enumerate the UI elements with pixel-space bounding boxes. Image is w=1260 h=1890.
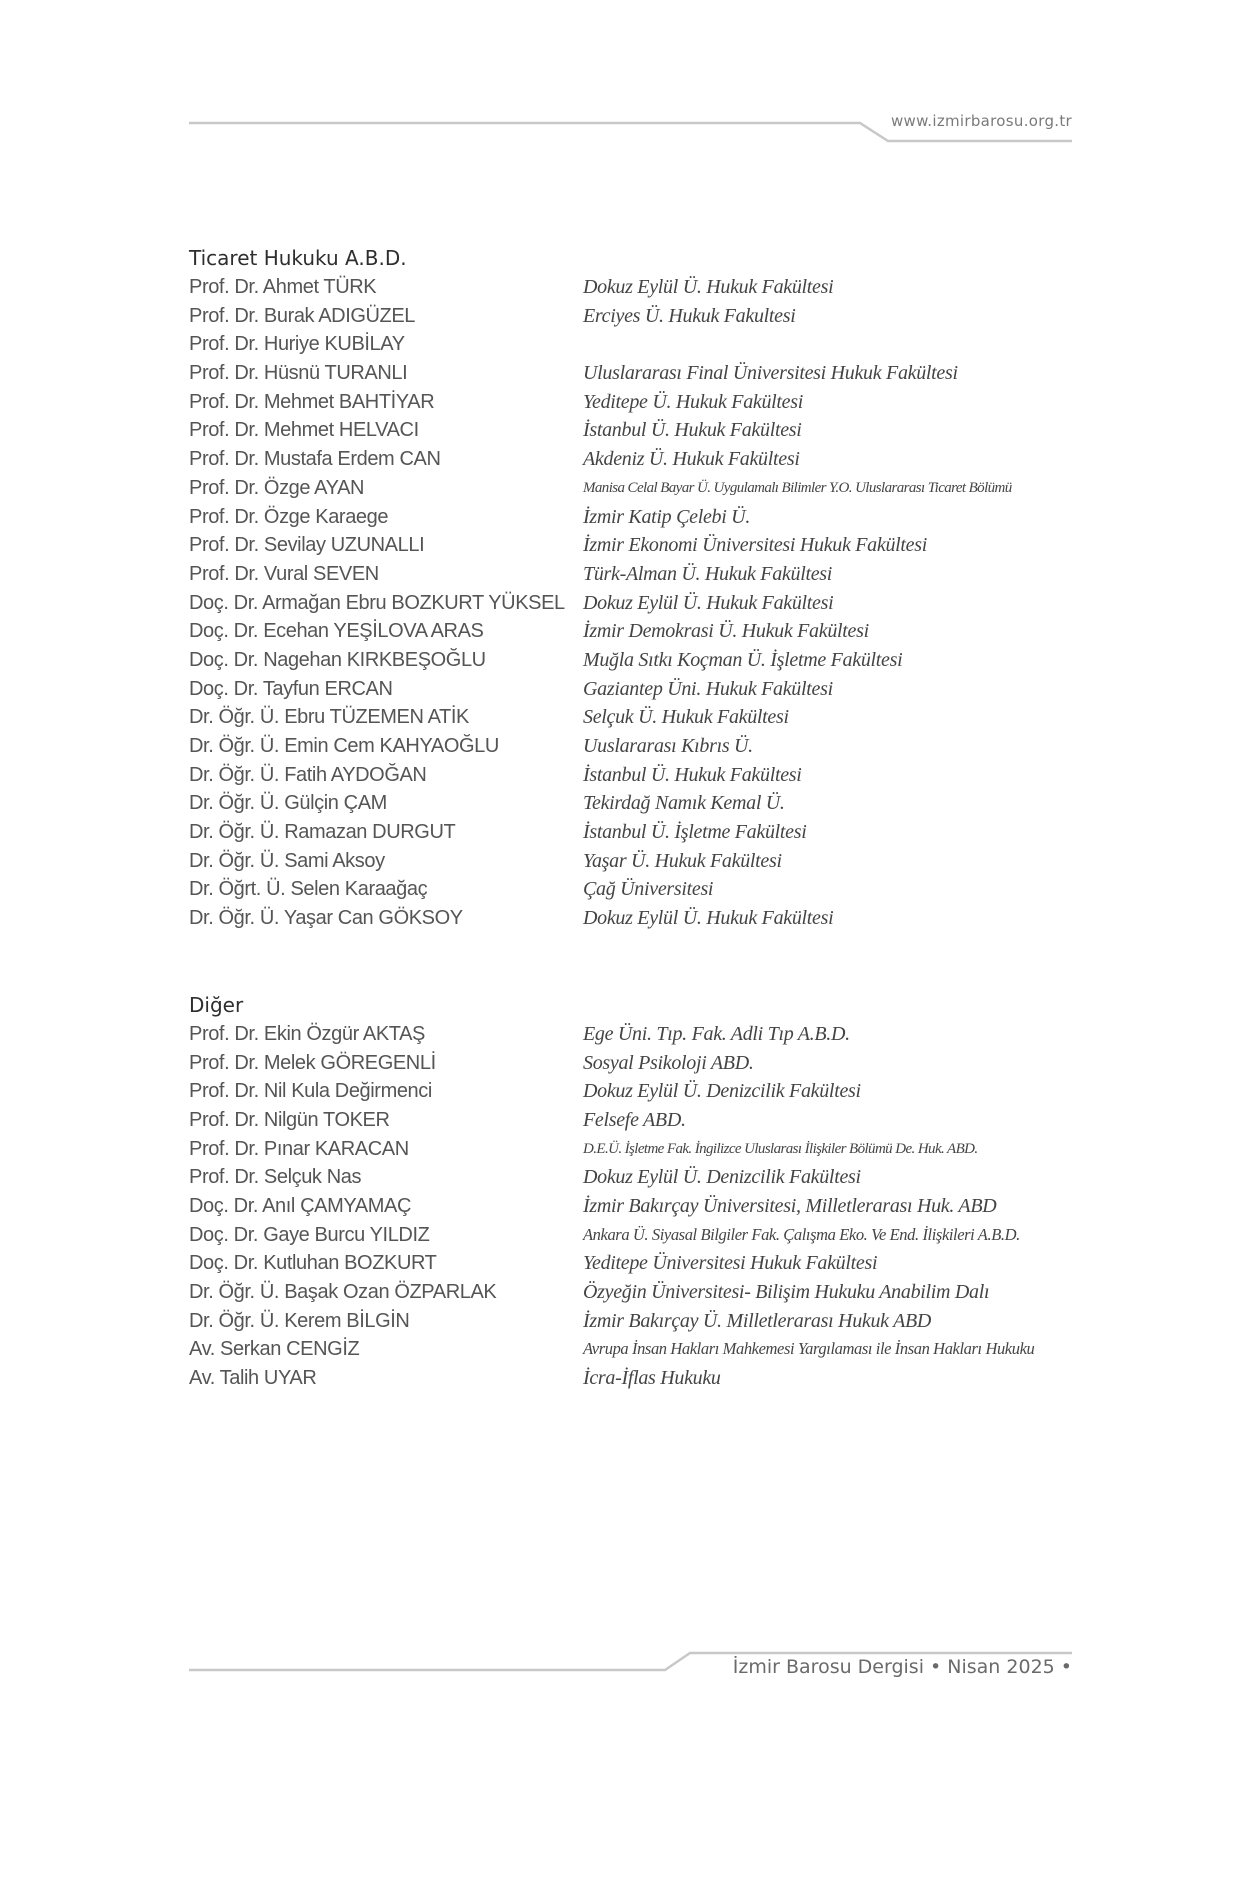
list-item: [189, 1106, 1089, 1135]
affiliation: Dokuz Eylül Ü. Denizcilik Fakültesi: [583, 1166, 861, 1189]
affiliation: Akdeniz Ü. Hukuk Fakültesi: [583, 448, 800, 471]
list-item: [189, 1049, 1089, 1078]
affiliation: İzmir Katip Çelebi Ü.: [583, 505, 751, 528]
person-name: Prof. Dr. Mehmet BAHTİYAR: [189, 390, 435, 413]
person-name: Dr. Öğr. Ü. Fatih AYDOĞAN: [189, 763, 427, 786]
affiliation: Dokuz Eylül Ü. Hukuk Fakültesi: [583, 591, 834, 614]
affiliation: Ege Üni. Tıp. Fak. Adli Tıp A.B.D.: [583, 1022, 850, 1045]
person-name: Prof. Dr. Hüsnü TURANLI: [189, 362, 408, 385]
person-name: Prof. Dr. Ahmet TÜRK: [189, 276, 377, 298]
person-name: Prof. Dr. Özge AYAN: [189, 476, 365, 499]
person-name: Dr. Öğr. Ü. Ramazan DURGUT: [189, 821, 456, 844]
list-item: [189, 1192, 1089, 1221]
list-item: [189, 330, 1089, 359]
affiliation: Dokuz Eylül Ü. Denizcilik Fakültesi: [583, 1080, 861, 1103]
person-name: Dr. Öğr. Ü. Emin Cem KAHYAOĞLU: [189, 735, 499, 757]
person-name: Dr. Öğr. Ü. Kerem BİLGİN: [189, 1309, 410, 1332]
affiliation: D.E.Ü. İşletme Fak. İngilizce Uluslarası İlişkiler Bölümü De. Huk. ABD.: [583, 1140, 978, 1157]
list-item: [189, 617, 1089, 646]
person-name: Prof. Dr. Mehmet HELVACI: [189, 419, 419, 442]
affiliation: İzmir Demokrasi Ü. Hukuk Fakültesi: [583, 620, 869, 643]
affiliation: Çağ Üniversitesi: [583, 878, 714, 901]
person-name: Prof. Dr. Selçuk Nas: [189, 1166, 362, 1189]
person-name: Prof. Dr. Nil Kula Değirmenci: [189, 1080, 432, 1103]
list-item: [189, 531, 1089, 560]
affiliation: Gaziantep Üni. Hukuk Fakültesi: [583, 677, 833, 700]
affiliation: İstanbul Ü. İşletme Fakültesi: [583, 821, 807, 844]
affiliation: Özyeğin Üniversitesi- Bilişim Hukuku Anabilim Dalı: [583, 1281, 990, 1303]
person-name: Prof. Dr. Nilgün TOKER: [189, 1108, 390, 1131]
person-name: Dr. Öğr. Ü. Sami Aksoy: [189, 849, 385, 872]
affiliation: Manisa Celal Bayar Ü. Uygulamalı Bilimler Y.O. Uluslararası Ticaret Bölümü: [583, 479, 1012, 496]
affiliation: Yeditepe Ü. Hukuk Fakültesi: [583, 390, 803, 413]
affiliation: İstanbul Ü. Hukuk Fakültesi: [583, 763, 802, 786]
person-name: Doç. Dr. Tayfun ERCAN: [189, 677, 393, 700]
list-item: [189, 1077, 1089, 1106]
person-name: Dr. Öğrt. Ü. Selen Karaağaç: [189, 878, 428, 901]
section-rows: [189, 273, 1089, 933]
section-ticaret-hukuku: [189, 244, 1089, 933]
list-item: [189, 818, 1089, 847]
person-name: Dr. Öğr. Ü. Ebru TÜZEMEN ATİK: [189, 706, 469, 729]
person-name: Prof. Dr. Özge Karaege: [189, 505, 389, 528]
person-name: Dr. Öğr. Ü. Gülçin ÇAM: [189, 792, 387, 815]
affiliation: Avrupa İnsan Hakları Mahkemesi Yargılaması ile İnsan Hakları Hukuku: [583, 1339, 1035, 1359]
section-title: Diğer: [189, 992, 244, 1017]
affiliation: Ankara Ü. Siyasal Bilgiler Fak. Çalışma Eko. Ve End. İlişkileri A.B.D.: [583, 1224, 1020, 1244]
list-item: [189, 703, 1089, 732]
list-item: [189, 474, 1089, 503]
person-name: Dr. Öğr. Ü. Başak Ozan ÖZPARLAK: [189, 1281, 497, 1303]
affiliation: İcra-İflas Hukuku: [583, 1367, 721, 1390]
affiliation: Selçuk Ü. Hukuk Fakültesi: [583, 706, 789, 729]
person-name: Doç. Dr. Armağan Ebru BOZKURT YÜKSEL: [189, 591, 565, 614]
affiliation: Yeditepe Üniversitesi Hukuk Fakültesi: [583, 1252, 878, 1275]
person-name: Av. Serkan CENGİZ: [189, 1338, 360, 1361]
list-item: [189, 847, 1089, 876]
list-item: [189, 388, 1089, 417]
person-name: Doç. Dr. Nagehan KIRKBEŞOĞLU: [189, 648, 486, 671]
affiliation: Dokuz Eylül Ü. Hukuk Fakültesi: [583, 276, 834, 298]
list-item: [189, 1249, 1089, 1278]
list-item: [189, 675, 1089, 704]
person-name: Prof. Dr. Vural SEVEN: [189, 562, 379, 585]
list-item: [189, 1135, 1089, 1164]
list-item: [189, 761, 1089, 790]
person-name: Prof. Dr. Burak ADIGÜZEL: [189, 304, 416, 327]
affiliation: İstanbul Ü. Hukuk Fakültesi: [583, 419, 802, 442]
list-item: [189, 1163, 1089, 1192]
affiliation: Erciyes Ü. Hukuk Fakultesi: [583, 304, 796, 327]
person-name: Doç. Dr. Kutluhan BOZKURT: [189, 1252, 437, 1275]
list-item: [189, 302, 1089, 331]
list-item: [189, 1364, 1089, 1393]
list-item: [189, 732, 1089, 761]
list-item: [189, 1221, 1089, 1250]
footer-journal-info: İzmir Barosu Dergisi • Nisan 2025 •: [732, 1656, 1072, 1678]
list-item: [189, 560, 1089, 589]
list-item: [189, 1335, 1089, 1364]
affiliation: İzmir Bakırçay Ü. Milletlerarası Hukuk ABD: [583, 1309, 932, 1332]
affiliation: Uluslararası Final Üniversitesi Hukuk Fakültesi: [583, 362, 958, 385]
person-name: Av. Talih UYAR: [189, 1367, 317, 1390]
list-item: [189, 904, 1089, 933]
person-name: Dr. Öğr. Ü. Yaşar Can GÖKSOY: [189, 907, 463, 930]
affiliation: Uuslararası Kıbrıs Ü.: [583, 735, 753, 757]
header-rule: [0, 0, 1260, 160]
list-item: [189, 875, 1089, 904]
section-title: Ticaret Hukuku A.B.D.: [189, 246, 407, 270]
section-diger: [189, 991, 1089, 1393]
list-item: [189, 273, 1089, 302]
affiliation: Yaşar Ü. Hukuk Fakültesi: [583, 849, 782, 872]
person-name: Prof. Dr. Huriye KUBİLAY: [189, 333, 405, 356]
list-item: [189, 416, 1089, 445]
person-name: Prof. Dr. Pınar KARACAN: [189, 1137, 409, 1160]
affiliation: Muğla Sıtkı Koçman Ü. İşletme Fakültesi: [583, 648, 903, 671]
person-name: Doç. Dr. Anıl ÇAMYAMAÇ: [189, 1194, 411, 1217]
person-name: Doç. Dr. Ecehan YEŞİLOVA ARAS: [189, 620, 484, 643]
person-name: Prof. Dr. Ekin Özgür AKTAŞ: [189, 1022, 425, 1045]
person-name: Prof. Dr. Sevilay UZUNALLI: [189, 534, 425, 557]
list-item: [189, 1020, 1089, 1049]
list-item: [189, 589, 1089, 618]
affiliation: Tekirdağ Namık Kemal Ü.: [583, 792, 785, 815]
list-item: [189, 503, 1089, 532]
affiliation: İzmir Ekonomi Üniversitesi Hukuk Fakültesi: [583, 534, 927, 557]
person-name: Prof. Dr. Mustafa Erdem CAN: [189, 448, 441, 471]
site-url: www.izmirbarosu.org.tr: [890, 112, 1072, 130]
affiliation: Türk-Alman Ü. Hukuk Fakültesi: [583, 562, 833, 585]
affiliation: Dokuz Eylül Ü. Hukuk Fakültesi: [583, 907, 834, 930]
section-rows: [189, 1020, 1089, 1393]
list-item: [189, 646, 1089, 675]
affiliation: Felsefe ABD.: [583, 1108, 686, 1131]
list-item: [189, 445, 1089, 474]
list-item: [189, 789, 1089, 818]
person-name: Prof. Dr. Melek GÖREGENLİ: [189, 1051, 436, 1074]
affiliation: İzmir Bakırçay Üniversitesi, Milletlerarası Huk. ABD: [583, 1194, 997, 1217]
person-name: Doç. Dr. Gaye Burcu YILDIZ: [189, 1223, 430, 1246]
list-item: [189, 1307, 1089, 1336]
affiliation: Sosyal Psikoloji ABD.: [583, 1051, 754, 1074]
list-item: [189, 359, 1089, 388]
list-item: [189, 1278, 1089, 1307]
page-content: [189, 244, 1089, 1393]
